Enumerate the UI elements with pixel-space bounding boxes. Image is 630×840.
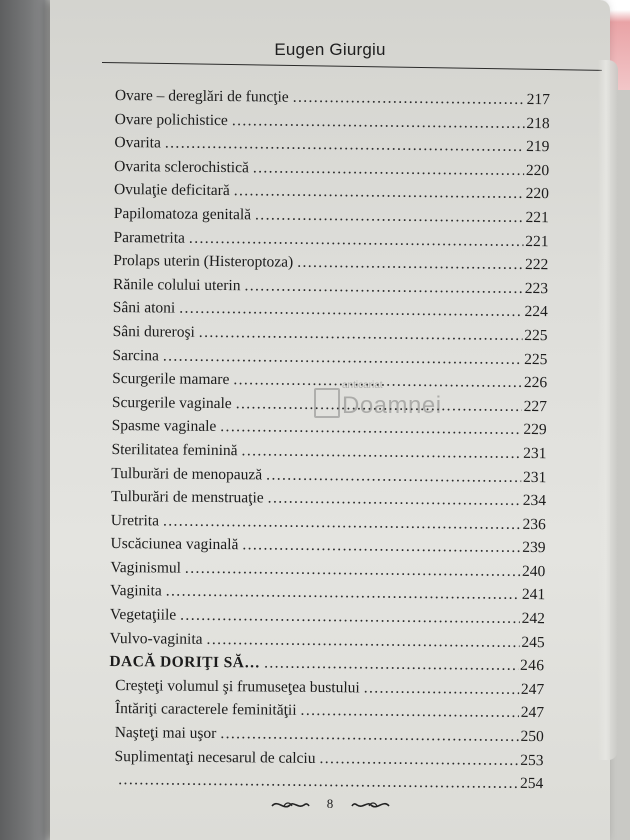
- toc-entry-title: Creşteţi volumul şi frumuseţea bustului: [115, 676, 360, 697]
- toc-entry-page: 247: [520, 680, 545, 698]
- toc-entry-title: Scurgerile mamare: [112, 370, 230, 389]
- toc-entry-title: Suplimentaţi necesarul de calciu: [114, 747, 316, 767]
- toc-dot-leader: [232, 109, 525, 135]
- toc-entry-page: 222: [524, 256, 549, 274]
- watermark-line1: anticariat: [342, 380, 383, 391]
- toc-dot-leader: [244, 274, 523, 300]
- toc-entry-page: 246: [519, 657, 545, 675]
- toc-entry: [113, 273, 548, 301]
- toc-entry-title: Vaginita: [110, 582, 162, 600]
- toc-entry-page: 231: [522, 468, 547, 486]
- toc-entry-title: Tulburări de menopauză: [111, 464, 263, 483]
- toc-dot-leader: [253, 156, 524, 182]
- toc-entry-page: 241: [521, 586, 546, 604]
- toc-dot-leader: [180, 604, 520, 631]
- toc-entry-page: 234: [522, 492, 547, 510]
- toc-entry-title: Tulburări de menstruaţie: [110, 488, 264, 507]
- toc-dot-leader: [297, 251, 523, 277]
- toc-entry-title: Uscăciunea vaginală: [110, 535, 239, 554]
- toc-dot-leader: [266, 463, 521, 489]
- toc-entry-title: Rănile colului uterin: [112, 275, 241, 294]
- table-of-contents: [108, 84, 550, 796]
- header-rule: [102, 62, 602, 71]
- toc-dot-leader: [241, 439, 521, 465]
- toc-entry-page: 218: [526, 114, 550, 132]
- toc-entry-page: 239: [522, 539, 546, 557]
- toc-entry-page: 227: [523, 397, 548, 415]
- toc-entry-title: Vaginismul: [110, 558, 182, 577]
- toc-dot-leader: [319, 747, 518, 773]
- toc-dot-leader: [293, 86, 525, 112]
- toc-entry-page: 236: [522, 515, 546, 533]
- toc-dot-leader: [199, 321, 523, 348]
- toc-entry-title: Ovulaţie deficitară: [113, 181, 230, 200]
- toc-dot-leader: [234, 180, 524, 206]
- running-header-author: Eugen Giurgiu: [274, 40, 386, 59]
- toc-entry-title: Sâni atoni: [112, 299, 176, 317]
- toc-entry-title: DACĂ DORIŢI SĂ…: [109, 653, 261, 672]
- watermark-book-icon: [314, 388, 340, 418]
- toc-entry-page: 223: [524, 279, 549, 297]
- toc-entry-page: 221: [525, 232, 549, 250]
- toc-dot-leader: [163, 344, 522, 371]
- toc-dot-leader: [179, 297, 523, 324]
- page-number: 8: [326, 796, 334, 811]
- toc-entry-page: 220: [525, 161, 550, 179]
- toc-dot-leader: [242, 534, 520, 560]
- book-page: [50, 0, 610, 840]
- toc-entry-page: 250: [520, 727, 544, 746]
- watermark-logo: [314, 380, 454, 430]
- toc-entry-title: Parametrita: [113, 228, 186, 247]
- toc-entry-title: Întăriţi caracterele feminităţii: [114, 700, 297, 720]
- toc-dot-leader: [185, 557, 520, 584]
- toc-entry-title: Prolaps uterin (Histeroptoza): [113, 252, 294, 271]
- right-ornament-icon: [351, 797, 391, 813]
- left-ornament-icon: [270, 797, 310, 813]
- toc-dot-leader: [264, 652, 518, 678]
- toc-entry-page: 229: [523, 421, 547, 439]
- toc-entry-page: 247: [520, 704, 545, 722]
- toc-entry-title: Uretrita: [110, 511, 160, 530]
- toc-entry-page: 221: [525, 208, 549, 227]
- toc-dot-leader: [206, 628, 519, 655]
- toc-entry-title: Sâni dureroşi: [112, 322, 195, 341]
- toc-entry-page: 240: [522, 562, 546, 581]
- toc-entry-title: Sterilitatea feminină: [111, 440, 238, 460]
- toc-dot-leader: [163, 509, 521, 536]
- toc-entry-page: 225: [524, 350, 548, 368]
- page-footer: [50, 796, 610, 813]
- toc-dot-leader: [220, 722, 518, 748]
- toc-entry-title: Vulvo-vaginita: [109, 629, 203, 648]
- toc-entry-title: Ovare – dereglări de funcţie: [114, 86, 289, 106]
- toc-entry-title: Papilomatoza genitală: [113, 204, 252, 224]
- toc-dot-leader: [268, 487, 521, 513]
- toc-dot-leader: [255, 203, 524, 229]
- toc-entry-title: Ovarita: [114, 134, 162, 152]
- toc-entry-page: 242: [521, 609, 545, 628]
- toc-entry-title: Spasme vaginale: [111, 417, 217, 436]
- toc-dot-leader: [300, 699, 518, 725]
- toc-dot-leader: [166, 580, 520, 607]
- watermark-line2: Doamnei: [342, 392, 442, 419]
- toc-dot-leader: [189, 226, 524, 253]
- toc-dot-leader: [118, 768, 518, 795]
- toc-entry-page: 254: [519, 775, 544, 793]
- toc-dot-leader: [165, 132, 524, 159]
- toc-entry-page: 231: [523, 444, 547, 463]
- toc-entry-title: Vegetaţiile: [109, 606, 177, 624]
- toc-entry-page: 220: [525, 185, 550, 203]
- toc-entry-title: Scurgerile vaginale: [111, 393, 232, 412]
- toc-dot-leader: [364, 676, 519, 701]
- toc-entry-page: 253: [520, 751, 544, 769]
- toc-entry-page: 245: [521, 633, 545, 651]
- toc-entry-title: Ovare polichistice: [114, 110, 228, 129]
- toc-entry: [108, 768, 543, 796]
- toc-entry-page: 217: [526, 90, 550, 109]
- toc-entry-title: Sarcina: [112, 346, 159, 364]
- toc-entry-page: 226: [523, 374, 548, 392]
- toc-entry-title: Naşteţi mai uşor: [114, 724, 217, 743]
- toc-entry-page: 224: [524, 303, 548, 321]
- toc-entry-page: 225: [524, 326, 548, 345]
- toc-entry-page: 219: [526, 138, 550, 156]
- toc-entry-title: Ovarita sclerochistică: [114, 157, 249, 177]
